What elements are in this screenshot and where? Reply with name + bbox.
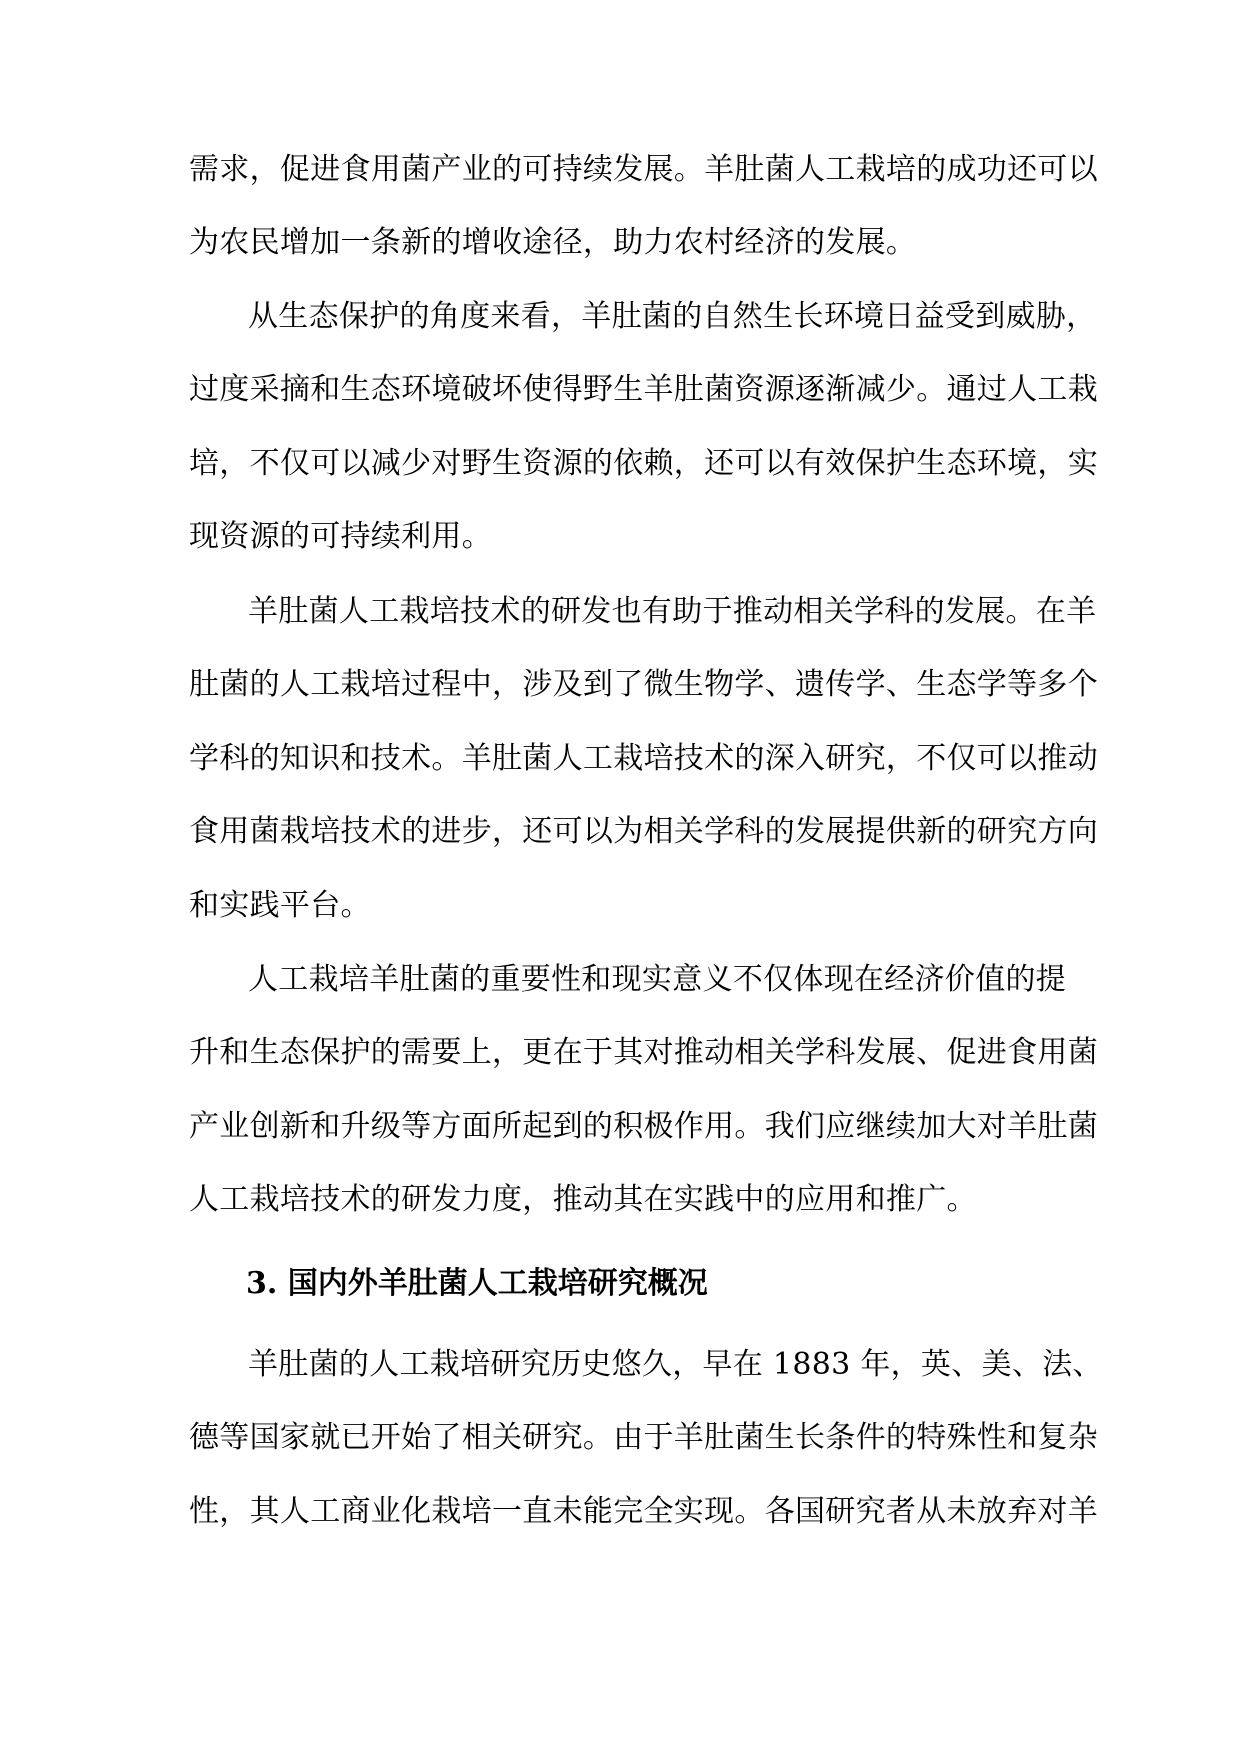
paragraph-4-line-3: 产业创新和升级等方面所起到的积极作用。我们应继续加大对羊肚菌: [189, 1109, 1098, 1144]
paragraph-4-line-1: 人工栽培羊肚菌的重要性和现实意义不仅体现在经济价值的提: [248, 962, 1067, 997]
paragraph-4-line-2: 升和生态保护的需要上，更在于其对推动相关学科发展、促进食用菌: [189, 1035, 1098, 1070]
paragraph-2-line-3: 培，不仅可以减少对野生资源的依赖，还可以有效保护生态环境，实: [189, 446, 1098, 481]
section-paragraph-line-2: 德等国家就已开始了相关研究。由于羊肚菌生长条件的特殊性和复杂: [189, 1420, 1098, 1455]
paragraph-3-line-3: 学科的知识和技术。羊肚菌人工栽培技术的深入研究，不仅可以推动: [189, 741, 1098, 776]
section-heading: 3. 国内外羊肚菌人工栽培研究概况: [246, 1266, 708, 1301]
paragraph-2-line-4: 现资源的可持续利用。: [189, 519, 492, 554]
paragraph-3-line-2: 肚菌的人工栽培过程中，涉及到了微生物学、遗传学、生态学等多个: [189, 667, 1098, 702]
section-paragraph-line-3: 性，其人工商业化栽培一直未能完全实现。各国研究者从未放弃对羊: [189, 1494, 1098, 1529]
section-paragraph-line-1: 羊肚菌的人工栽培研究历史悠久，早在 1883 年，英、美、法、: [248, 1347, 1103, 1382]
paragraph-2-line-2: 过度采摘和生态环境破坏使得野生羊肚菌资源逐渐减少。通过人工栽: [189, 372, 1098, 407]
paragraph-2-line-1: 从生态保护的角度来看，羊肚菌的自然生长环境日益受到威胁，: [248, 299, 1097, 334]
paragraph-4-line-4: 人工栽培技术的研发力度，推动其在实践中的应用和推广。: [189, 1182, 977, 1217]
paragraph-3-line-1: 羊肚菌人工栽培技术的研发也有助于推动相关学科的发展。在羊: [248, 594, 1097, 629]
paragraph-3-line-5: 和实践平台。: [189, 888, 371, 923]
paragraph-3-line-4: 食用菌栽培技术的进步，还可以为相关学科的发展提供新的研究方向: [189, 814, 1098, 849]
paragraph-1-line-2: 为农民增加一条新的增收途径，助力农村经济的发展。: [189, 225, 917, 260]
paragraph-1-line-1: 需求，促进食用菌产业的可持续发展。羊肚菌人工栽培的成功还可以: [189, 152, 1098, 187]
